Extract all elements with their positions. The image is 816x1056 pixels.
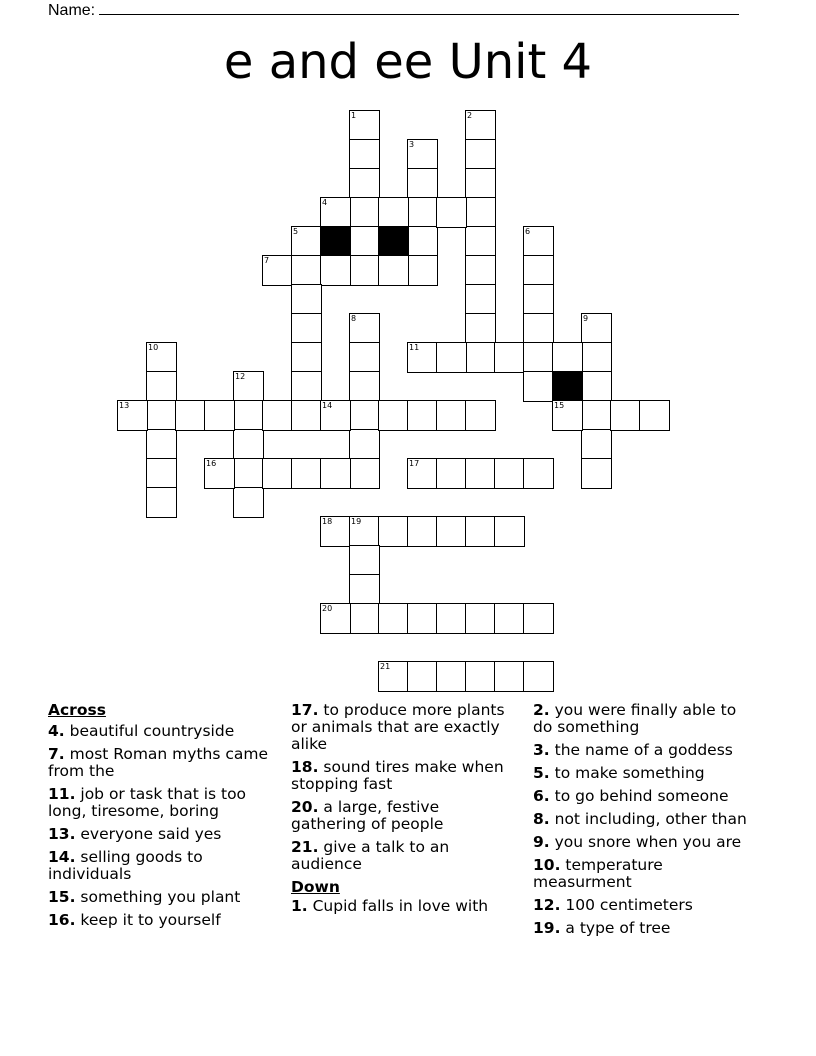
crossword-cell[interactable] [146, 429, 177, 460]
crossword-cell[interactable] [523, 342, 554, 373]
clue-number-label: 13. [48, 825, 76, 843]
crossword-cell[interactable] [552, 342, 583, 373]
crossword-block [378, 226, 409, 257]
crossword-cell[interactable] [552, 400, 583, 431]
crossword-cell[interactable] [233, 458, 264, 489]
crossword-cell[interactable] [465, 342, 496, 373]
clue-text: Cupid falls in love with [307, 897, 489, 915]
clue-number-label: 18. [291, 758, 319, 776]
crossword-cell[interactable] [349, 168, 380, 199]
clue-text: 100 centimeters [560, 896, 693, 914]
clue-text: to produce more plants or animals that are exactly alike [291, 701, 505, 753]
crossword-cell[interactable] [378, 661, 409, 692]
clue-text: you were finally able to do something [533, 701, 737, 736]
clue-number-label: 14. [48, 848, 76, 866]
clue-item [48, 889, 270, 906]
clue-item [48, 849, 270, 883]
crossword-cell[interactable] [291, 458, 322, 489]
crossword-cell[interactable] [175, 400, 206, 431]
crossword-cell[interactable] [523, 313, 554, 344]
crossword-cell[interactable] [465, 458, 496, 489]
crossword-cell[interactable] [146, 342, 177, 373]
clue-item [533, 742, 759, 759]
clue-number: 17 [409, 459, 420, 468]
crossword-cell[interactable] [494, 458, 525, 489]
crossword-cell[interactable] [233, 429, 264, 460]
clue-number-label: 17. [291, 701, 319, 719]
clue-text: everyone said yes [75, 825, 222, 843]
crossword-cell[interactable] [146, 458, 177, 489]
clue-number-label: 15. [48, 888, 76, 906]
crossword-cell[interactable] [465, 255, 496, 286]
crossword-cell[interactable] [291, 371, 322, 402]
clue-item [291, 898, 517, 915]
crossword-cell[interactable] [465, 661, 496, 692]
crossword-cell[interactable] [349, 603, 380, 634]
crossword-cell[interactable] [581, 342, 612, 373]
crossword-cell[interactable] [436, 197, 467, 228]
clue-number-label: 19. [533, 919, 561, 937]
clue-item [533, 920, 759, 937]
crossword-cell[interactable] [291, 284, 322, 315]
clue-number-label: 8. [533, 810, 550, 828]
crossword-cell[interactable] [494, 342, 525, 373]
name-label: Name: [48, 2, 96, 19]
clue-number: 2 [467, 111, 473, 120]
crossword-cell[interactable] [407, 661, 438, 692]
clue-number: 16 [206, 459, 217, 468]
clue-text: keep it to yourself [75, 911, 221, 929]
clue-text: temperature measurment [533, 856, 663, 891]
crossword-cell[interactable] [407, 458, 438, 489]
crossword-cell[interactable] [349, 429, 380, 460]
clue-number-label: 1. [291, 897, 308, 915]
crossword-cell[interactable] [320, 516, 351, 547]
crossword-cell[interactable] [378, 255, 409, 286]
clue-text: sound tires make when stopping fast [291, 758, 504, 793]
crossword-cell[interactable] [523, 284, 554, 315]
crossword-cell[interactable] [523, 255, 554, 286]
clue-number: 18 [322, 517, 333, 526]
crossword-cell[interactable] [407, 255, 438, 286]
crossword-cell[interactable] [233, 371, 264, 402]
clue-item [48, 912, 270, 929]
clue-number: 12 [235, 372, 246, 381]
crossword-cell[interactable] [349, 313, 380, 344]
crossword-cell[interactable] [407, 197, 438, 228]
crossword-cell[interactable] [320, 603, 351, 634]
clue-number-label: 4. [48, 722, 65, 740]
crossword-cell[interactable] [349, 545, 380, 576]
crossword-cell[interactable] [349, 371, 380, 402]
crossword-cell[interactable] [436, 516, 467, 547]
crossword-cell[interactable] [262, 400, 293, 431]
clue-number-label: 9. [533, 833, 550, 851]
clue-text: something you plant [75, 888, 241, 906]
clue-number: 21 [380, 662, 391, 671]
crossword-cell[interactable] [320, 458, 351, 489]
clue-number: 14 [322, 401, 333, 410]
crossword-cell[interactable] [407, 226, 438, 257]
crossword-cell[interactable] [378, 400, 409, 431]
clue-text: selling goods to individuals [48, 848, 203, 883]
crossword-cell[interactable] [233, 487, 264, 518]
crossword-cell[interactable] [349, 458, 380, 489]
crossword-cell[interactable] [320, 400, 351, 431]
crossword-cell[interactable] [349, 139, 380, 170]
clue-number: 7 [264, 256, 270, 265]
crossword-cell[interactable] [407, 603, 438, 634]
clue-number: 15 [554, 401, 565, 410]
crossword-cell[interactable] [465, 168, 496, 199]
clue-number: 1 [351, 111, 357, 120]
crossword-cell[interactable] [523, 226, 554, 257]
crossword-cell[interactable] [407, 516, 438, 547]
clue-item [48, 826, 270, 843]
clue-number: 20 [322, 604, 333, 613]
crossword-cell[interactable] [465, 197, 496, 228]
clue-item [533, 811, 759, 828]
down-header: Down [291, 878, 340, 896]
clue-item [533, 788, 759, 805]
crossword-cell[interactable] [291, 226, 322, 257]
crossword-cell[interactable] [581, 400, 612, 431]
across-header: Across [48, 701, 106, 719]
crossword-cell[interactable] [378, 603, 409, 634]
crossword-cell[interactable] [349, 110, 380, 141]
crossword-cell[interactable] [436, 661, 467, 692]
clue-item [533, 702, 759, 736]
clue-text: the name of a goddess [549, 741, 733, 759]
clue-item [291, 799, 517, 833]
crossword-cell[interactable] [291, 313, 322, 344]
clue-number-label: 21. [291, 838, 319, 856]
clue-item [48, 786, 270, 820]
clue-number: 13 [119, 401, 130, 410]
clue-item [533, 857, 759, 891]
crossword-cell[interactable] [291, 255, 322, 286]
crossword-block [320, 226, 351, 257]
clue-number: 8 [351, 314, 357, 323]
clue-text: a large, festive gathering of people [291, 798, 444, 833]
clue-number: 3 [409, 140, 415, 149]
clue-number: 4 [322, 198, 328, 207]
crossword-cell[interactable] [146, 400, 177, 431]
crossword-cell[interactable] [291, 400, 322, 431]
crossword-cell[interactable] [494, 603, 525, 634]
crossword-cell[interactable] [581, 371, 612, 402]
crossword-cell[interactable] [465, 400, 496, 431]
clue-number: 19 [351, 517, 362, 526]
crossword-cell[interactable] [407, 168, 438, 199]
crossword-cell[interactable] [494, 661, 525, 692]
clue-item [48, 723, 270, 740]
crossword-block [552, 371, 583, 402]
clue-text: beautiful countryside [64, 722, 235, 740]
clue-text: job or task that is too long, tiresome, boring [48, 785, 247, 820]
clues-column-3 [533, 702, 759, 943]
clue-number-label: 6. [533, 787, 550, 805]
clue-number-label: 12. [533, 896, 561, 914]
clue-text: you snore when you are [549, 833, 742, 851]
crossword-cell[interactable] [407, 400, 438, 431]
crossword-cell[interactable] [465, 516, 496, 547]
crossword-cell[interactable] [262, 458, 293, 489]
clue-item [533, 765, 759, 782]
crossword-cell[interactable] [581, 313, 612, 344]
crossword-cell[interactable] [581, 458, 612, 489]
crossword-cell[interactable] [262, 255, 293, 286]
crossword-cell[interactable] [436, 342, 467, 373]
clue-item [291, 839, 517, 873]
crossword-cell[interactable] [378, 197, 409, 228]
crossword-cell[interactable] [349, 255, 380, 286]
crossword-cell[interactable] [581, 429, 612, 460]
crossword-cell[interactable] [233, 400, 264, 431]
crossword-cell[interactable] [349, 342, 380, 373]
clues-column-1 [48, 702, 270, 935]
clue-number-label: 16. [48, 911, 76, 929]
clue-text: give a talk to an audience [291, 838, 450, 873]
clue-text: to make something [549, 764, 705, 782]
crossword-cell[interactable] [523, 603, 554, 634]
crossword-cell[interactable] [117, 400, 148, 431]
crossword-cell[interactable] [146, 487, 177, 518]
clue-item [291, 759, 517, 793]
clue-number-label: 7. [48, 745, 65, 763]
crossword-cell[interactable] [349, 197, 380, 228]
clue-number-label: 2. [533, 701, 550, 719]
page-title: e and ee Unit 4 [223, 34, 593, 90]
clue-text: to go behind someone [549, 787, 729, 805]
clue-number-label: 10. [533, 856, 561, 874]
crossword-cell[interactable] [436, 400, 467, 431]
crossword-cell[interactable] [146, 371, 177, 402]
crossword-cell[interactable] [436, 458, 467, 489]
crossword-cell[interactable] [349, 226, 380, 257]
crossword-cell[interactable] [407, 342, 438, 373]
crossword-cell[interactable] [204, 458, 235, 489]
clue-number: 6 [525, 227, 531, 236]
clue-item [291, 702, 517, 753]
crossword-cell[interactable] [523, 371, 554, 402]
clue-text: a type of tree [560, 919, 671, 937]
crossword-cell[interactable] [349, 574, 380, 605]
crossword-cell[interactable] [610, 400, 641, 431]
clue-number: 11 [409, 343, 420, 352]
clue-number-label: 20. [291, 798, 319, 816]
clue-text: most Roman myths came from the [48, 745, 269, 780]
crossword-cell[interactable] [465, 110, 496, 141]
clue-item [48, 746, 270, 780]
crossword-cell[interactable] [291, 342, 322, 373]
crossword-cell[interactable] [523, 661, 554, 692]
crossword-cell[interactable] [523, 458, 554, 489]
crossword-cell[interactable] [465, 313, 496, 344]
clue-number: 5 [293, 227, 299, 236]
crossword-cell[interactable] [320, 197, 351, 228]
crossword-cell[interactable] [494, 516, 525, 547]
crossword-cell[interactable] [436, 603, 467, 634]
crossword-cell[interactable] [407, 139, 438, 170]
crossword-cell[interactable] [320, 255, 351, 286]
clue-number-label: 3. [533, 741, 550, 759]
crossword-cell[interactable] [349, 400, 380, 431]
crossword-cell[interactable] [465, 284, 496, 315]
clue-number-label: 11. [48, 785, 76, 803]
clue-item [533, 897, 759, 914]
crossword-cell[interactable] [465, 603, 496, 634]
clues-column-2 [291, 702, 517, 921]
clue-number-label: 5. [533, 764, 550, 782]
crossword-cell[interactable] [349, 516, 380, 547]
clue-item [533, 834, 759, 851]
crossword-cell[interactable] [465, 139, 496, 170]
crossword-cell[interactable] [378, 516, 409, 547]
crossword-cell[interactable] [639, 400, 670, 431]
clue-text: not including, other than [549, 810, 747, 828]
clue-number: 10 [148, 343, 159, 352]
clue-number: 9 [583, 314, 589, 323]
crossword-cell[interactable] [204, 400, 235, 431]
crossword-cell[interactable] [465, 226, 496, 257]
